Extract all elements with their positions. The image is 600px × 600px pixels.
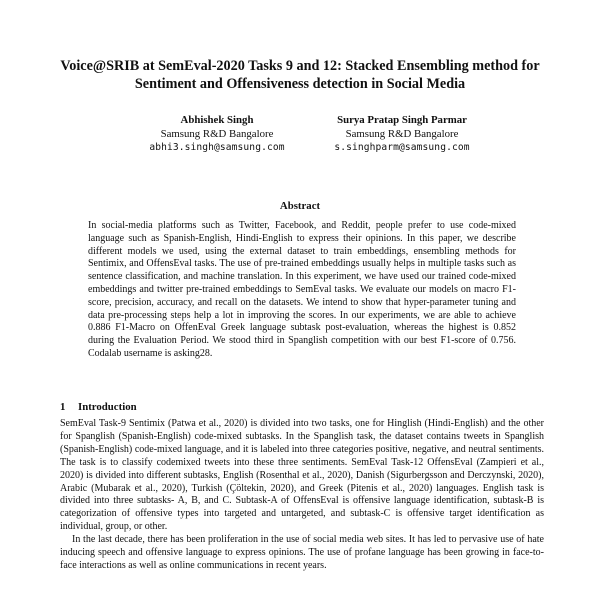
section-number: 1 [60, 401, 66, 413]
author-2 [292, 113, 512, 155]
author-name: Abhishek Singh [180, 114, 254, 126]
section-title: Introduction [78, 401, 137, 413]
author-affiliation: Samsung R&D Bangalore [345, 128, 459, 140]
author-email: s.singhparm@samsung.com [334, 142, 470, 153]
paragraph: In the last decade, there has been proliferation in the use of social media web sites. It has led to pervasive use of hate inducing speech and offensive language to express opinions. The use of profane language has been growing in face-to-face interactions as well as online communications in recent years. [60, 534, 544, 571]
abstract-text: In social-media platforms such as Twitter, Facebook, and Reddit, people prefer to use code-mixed language such as Spanish-English, Hindi-English to express their opinions. In this paper, we describe different models we used, using the external dataset to train embeddings, ensembling methods for Sentimix, and OffensEval tasks. The use of pre-trained embeddings usually helps in multiple tasks such as sentence classification, and machine translation. In this experiment, we have used our trained code-mixed embeddings and twitter pre-trained embeddings to SemEval tasks. We evaluate our models on macro F1-score, precision, accuracy, and recall on the datasets. We intend to show that hyper-parameter tuning and data pre-processing steps help a lot in improving the scores. In our experiments, we are able to achieve 0.886 F1-Macro on OffenEval Greek language subtask post-evaluation, whereas the highest is 0.852 during the Evaluation Period. We stood third in Spanglish competition with our best F1-score of 0.756. Codalab username is asking28. [88, 220, 516, 359]
abstract-heading: Abstract [279, 200, 321, 212]
paragraph: SemEval Task-9 Sentimix (Patwa et al., 2020) is divided into two tasks, one for Hinglish (Hindi-English) and the other for Spanglish (Spanish-English) code-mixed subtasks. In the Spanglish task, the dataset contains tweets in Spanglish (Spanish-English) code-mixed language, and it is labeled into three categories positive, negative, and neutral sentiments. The task is to classify codemixed tweets into these three sentiments. SemEval Task-12 OffensEval (Zampieri et al., 2020) is divided into different subtasks, English (Rosenthal et al., 2020), Danish (Sigurbergsson and Derczynski, 2020), Arabic (Mubarak et al., 2020), Turkish (Çöltekin, 2020), and Greek (Pitenis et al., 2020) languages. English task is divided into three subtasks- A, B, and C. Subtask-A of OffensEval is offensive language identification, subtask-B is categorization of offensive types into targeted and untargeted, and subtask-C is offensive target identification as individual, group, or other. [60, 418, 544, 533]
author-affiliation: Samsung R&D Bangalore [160, 128, 274, 140]
author-name: Surya Pratap Singh Parmar [337, 114, 467, 126]
section-heading [60, 400, 137, 414]
paper-title: Voice@SRIB at SemEval-2020 Tasks 9 and 12: Stacked Ensembling method for Sentiment and Offensiveness detection in Social Media [60, 58, 540, 92]
author-block [0, 113, 600, 163]
introduction-body [60, 418, 544, 573]
author-email: abhi3.singh@samsung.com [149, 142, 285, 153]
